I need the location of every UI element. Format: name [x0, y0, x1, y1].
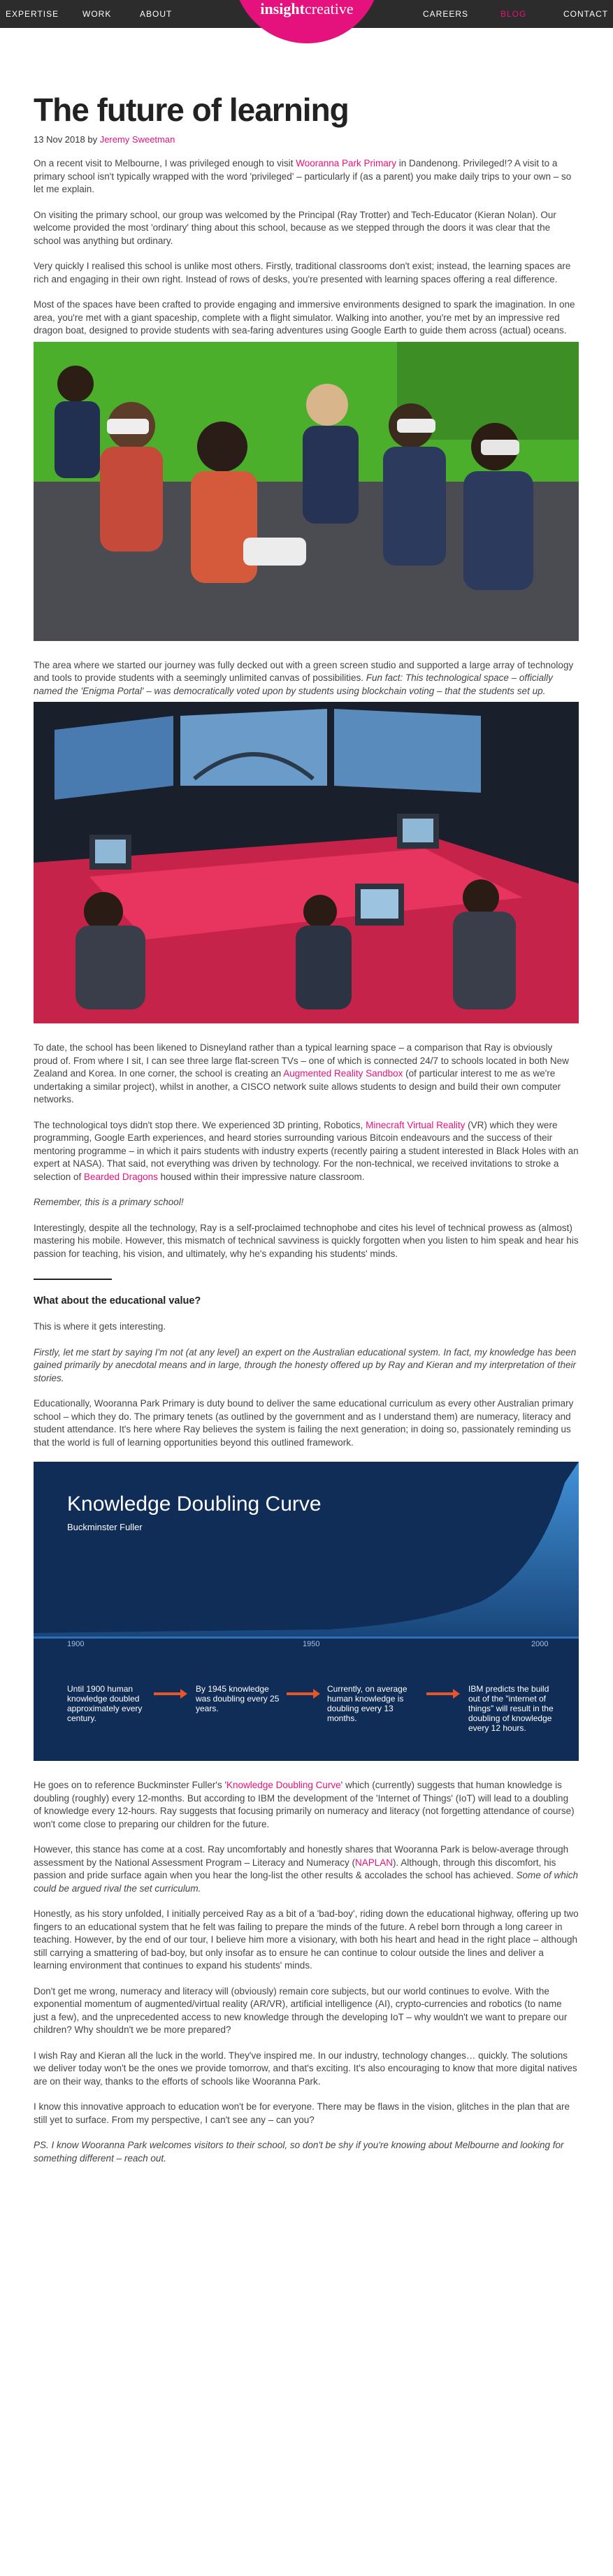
knowledge-doubling-curve-graphic — [34, 1462, 579, 1761]
year-label: 1950 — [303, 1640, 320, 1648]
year-label: 1900 — [67, 1640, 85, 1648]
article-meta — [34, 134, 579, 145]
paragraph: Firstly, let me start by saying I'm not (at any level) an expert on the Australian educational system. In fact, my knowledge has been gained primarily by anecdotal means and in large, through the honesty offered up by Ray and Kieran and my interpretation of their stories. — [34, 1346, 577, 1383]
photo-enigma-portal — [34, 702, 579, 1023]
paragraph-intro: On a recent visit to Melbourne, I was privileged enough to visit Wooranna Park Primary in Dandenong. Privileged!? A visit to a primary school isn't typically wrapped with the word 'privileged' – particularly if (as a parent) you make daily trips to your own – so let me explain. — [34, 158, 572, 194]
section-heading: What about the educational value? — [34, 1295, 201, 1307]
nav-work[interactable]: WORK — [82, 9, 112, 19]
paragraph: Don't get me wrong, numeracy and literacy will (obviously) remain core subjects, but our world continues to evolve. With the exponential momentum of augmented/virtual reality (AR/VR), artificial intelligence (AI), crypto-currencies and robotics (to name just a few), and the unprecedented access to new knowledge through the developing IoT – why wouldn't we want to prepare our children? Why shouldn't we be more prepared? — [34, 1985, 568, 2035]
photo-enigma-portal-illustration — [34, 702, 579, 1023]
paragraph: Most of the spaces have been crafted to provide engaging and immersive environments designed to spark the imagination. In one area, you're met with a giant spaceship, complete with a flight simulator. Walking into another, you're met by an impressive red dragon boat, designed to provide students with sea-faring adventures using Google Earth to guide them across (actual) oceans. — [34, 299, 575, 336]
naplan-link[interactable]: NAPLAN — [354, 1857, 393, 1868]
paragraph: The technological toys didn't stop there. We experienced 3D printing, Robotics, Minecraft Virtual Reality (VR) which they were programming, Google Earth experiences, and heard stories surrounding various Bitcoin endeavours and the success of their mentoring programme – in which it pairs students with industry experts (recently pairing a student interested in Black Holes with an expert at NASA). That said, not everything was driven by technology. For the non-technical, we received invitations to stroke a selection of Bearded Dragons housed within their impressive nature classroom. — [34, 1119, 579, 1182]
paragraph: The area where we started our journey was fully decked out with a green screen studio and supported a large array of technology and tools to provide students with a seemingly unlimited canvas of possibilities. Fun fact: This technological space – officially named the 'Enigma Portal' – was democratically voted upon by students using blockchain voting – that the students set up. — [34, 659, 574, 696]
curve-note: By 1945 knowledge was doubling every 25 years. — [196, 1684, 280, 1713]
nav-careers[interactable]: CAREERS — [423, 9, 469, 19]
ar-sandbox-link[interactable]: Augmented Reality Sandbox — [283, 1068, 403, 1079]
article-title: The future of learning — [34, 92, 349, 128]
wooranna-park-link[interactable]: Wooranna Park Primary — [296, 158, 397, 168]
paragraph: Remember, this is a primary school! — [34, 1197, 184, 1207]
paragraph: Honestly, as his story unfolded, I initially perceived Ray as a bit of a 'bad-boy', riding down the educational highway, offering up two fingers to an educational system that he felt was failing to prepare the minds of the future. A rebel born through a long career in teaching. However, by the end of our tour, I believe him more a visionary, with both his heart and head in the right place – although still carrying a smattering of bad-boy, but only insofar as to ensure he can continue to colour outside the lines and deliver a learning environment that continues to expand his students' minds. — [34, 1908, 579, 1971]
paragraph: I know this innovative approach to education won't be for everyone. There may be flaws in the vision, glitches in the plan that are still yet to surface. From my perspective, I can't see any – can you? — [34, 2101, 570, 2125]
logo-text-bold: insight — [260, 0, 305, 17]
nav-contact[interactable]: CONTACT — [563, 9, 609, 19]
site-logo[interactable] — [233, 0, 381, 43]
paragraph: Interestingly, despite all the technology, Ray is a self-proclaimed technophobe and cites his level of technical prowess as (almost) mastering his mobile. However, this mismatch of technical savviness is quickly forgotten when you listen to him speak and hear his passion for teaching, his vision, and ultimately, why he's expanding his students' minds. — [34, 1222, 579, 1259]
paragraph: This is where it gets interesting. — [34, 1321, 166, 1332]
curve-note: Currently, on average human knowledge is doubling every 13 months. — [327, 1684, 408, 1723]
bearded-dragons-link[interactable]: Bearded Dragons — [84, 1171, 158, 1182]
curve-subtitle: Buckminster Fuller — [67, 1522, 143, 1532]
curve-note: Until 1900 human knowledge doubled approximately every century. — [67, 1684, 143, 1723]
year-label: 2000 — [531, 1640, 549, 1648]
logo-text-regular: creative — [304, 0, 354, 17]
photo-students-vr-illustration — [34, 342, 579, 641]
paragraph: He goes on to reference Buckminster Fuller's 'Knowledge Doubling Curve' which (currently) suggests that human knowledge is doubling (roughly) every 12-months. But according to IBM the development of the 'Internet of Things' (IoT) will lead to a doubling of knowledge every 12-hours. Ray suggests that focusing primarily on numeracy and literacy (not forgetting attendance of course) won't come close to preparing our children for the future. — [34, 1780, 575, 1829]
paragraph: Very quickly I realised this school is unlike most others. Firstly, traditional classrooms don't exist; instead, the learning spaces are rich and engaging in their own right. Instead of rows of desks, you're presented with learning spaces offering a real difference. — [34, 261, 571, 285]
fun-fact: Fun fact: This technological space – officially named the 'Enigma Portal' – was democratically voted upon by students using blockchain voting – that the students set up. — [34, 672, 553, 696]
paragraph: To date, the school has been likened to Disneyland rather than a typical learning space – a comparison that Ray is obviously proud of. From where I sit, I can see three large flat-screen TVs – one of which is connected 24/7 to schools located in both New Zealand and Korea. In one corner, the school is creating an Augmented Reality Sandbox (of particular interest to me as we're undertaking a similar project), whilst in another, a CISCO network suite allows students to design and build their own computer networks. — [34, 1042, 569, 1104]
paragraph: I wish Ray and Kieran all the luck in the world. They've inspired me. In our industry, technology changes… quickly. The solutions we deliver today won't be the ones we provide tomorrow, and that's exciting. It's also encouraging to know that more digital natives are on their way, thanks to the efforts of schools like Wooranna Park. — [34, 2050, 577, 2087]
arrow-icon — [154, 1692, 182, 1695]
knowledge-curve-link[interactable]: Knowledge Doubling Curve — [226, 1780, 341, 1790]
photo-students-vr — [34, 342, 579, 641]
article — [34, 91, 579, 2178]
arrow-icon — [287, 1692, 315, 1695]
author-link[interactable]: Jeremy Sweetman — [99, 134, 175, 145]
section-divider — [34, 1279, 112, 1280]
minecraft-vr-link[interactable]: Minecraft Virtual Reality — [366, 1119, 466, 1130]
nav-expertise[interactable]: EXPERTISE — [6, 9, 59, 19]
paragraph: Educationally, Wooranna Park Primary is duty bound to deliver the same educational curriculum as every other Australian primary school – which they do. The primary tenets (as outlined by the government and as I understand them) are numeracy, literacy and student attendance. It's here where Ray believes the system is failing the next generation; in doing so, passionately reminding us that the world is full of learning opportunities beyond this outlined framework. — [34, 1398, 574, 1448]
postscript: PS. I know Wooranna Park welcomes visitors to their school, so don't be shy if you're knowing about Melbourne and looking for something different – reach out. — [34, 2140, 564, 2164]
nav-blog[interactable]: BLOG — [500, 9, 527, 19]
arrow-icon — [426, 1692, 454, 1695]
article-date: 13 Nov 2018 by — [34, 134, 100, 145]
curve-title: Knowledge Doubling Curve — [67, 1492, 322, 1516]
paragraph: On visiting the primary school, our group was welcomed by the Principal (Ray Trotter) and Tech-Educator (Kieran Nolan). Our welcome provided the most 'ordinary' thing about this school, because as we stepped through the doors it was clear that the school was anything but ordinary. — [34, 209, 556, 246]
nav-about[interactable]: ABOUT — [140, 9, 173, 19]
curve-note: IBM predicts the build out of the "internet of things" will result in the doubling of knowledge every 12 hours. — [468, 1684, 554, 1733]
paragraph: However, this stance has come at a cost. Ray uncomfortably and honestly shares that Wooranna Park is below-average through assessment by the National Assessment Program – Literacy and Numeracy (NAPLAN). Although, through this discomfort, his passion and pride surface again when you hear the long-list the other results & accolades the school has achieved. Some of which could be argued rival the set curriculum. — [34, 1844, 578, 1894]
